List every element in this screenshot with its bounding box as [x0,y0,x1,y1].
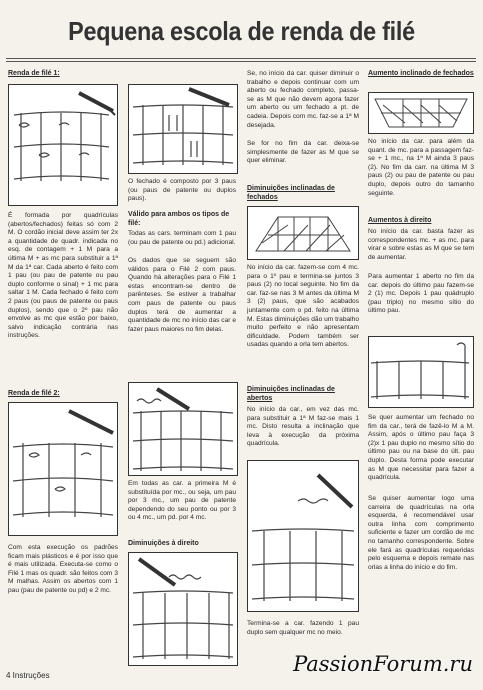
figure-dim-direito [128,552,238,666]
text-valido: Todas as cars. terminam com 1 pau (ou pau de patente ou pd.) adicional. [128,230,236,246]
heading-dim-abertos: Diminuições inclinadas de abertos [247,386,335,402]
figure-aumento-fechados [368,92,474,134]
text-aumentar-fechado: Se quer aumentar um fechado no fim da car., terá de fazê-lo M a M. Assim, após o último pau faça 3 (2)x 1 pau duplo no mesmo sítio do último pau ou na base do últ. pau duplo. Desta forma pode executar as M que necessitar para fazer a quadrícula. [368,414,474,482]
text-dim-fechados: No início da car. fazem-se com 4 mc. para o 1º pau e termina-se juntos 3 paus (2) no local seguinte. No fim da car. faz-se nas 3 M antes da última M 3 (2) paus, que são acabados juntamente com o pd. feito na última M. Estas diminuições dão um trabalho muito perfeito e não apresentam dificuldade. Podem também ser usadas quando a orla tem abertos. [247,264,359,349]
heading-aumentos-direito: Aumentos à direito [368,217,432,224]
page-title: Pequena escola de renda de filé [68,16,415,46]
text-dim-abertos: No início da car., em vez das mc. para substituir a 1ª M faz-se mais 1 mc. Disto resulta a inclinação que leva à execução da próxima quadrícula. [247,406,359,448]
text-mc: Em todas as car. a primeira M é substituída por mc., ou seja, um pau por 3 mc., um pau de patente dependendo do seu ponto ou por 3 ou 4 mc., um pd. por 4 mc. [128,480,236,522]
figure-dim-fechados [247,206,359,260]
heading-dim-fechados: Diminuições inclinadas de fechados [247,185,335,201]
figure-fechado [128,84,238,174]
text-file-1: É formada por quadrículas (abertos/fechados) feitas só com 2 M. O cordão inicial deve assim ter 2x a quantidade de quadr. indicada no esq. de contagem + 1 M para a última M + as mc para substituir a 1ª M da 1ª car. Cada aberto é feito com 1 pau (ou pau de patente ou pau duplo conforme o sinal) + 1 mc para saltar 1 M. Cada fechado é feito com 2 paus (ou paus de patente ou paus duplos), sendo que o 2º pau não envolve as mc que estão por baixo, salvo indicação contrária nas instruções. [8,212,118,340]
text-fechado: O fechado é composto por 3 paus (ou paus de patente ou duplos paus). [128,178,236,203]
title-rule-top [6,58,476,59]
text-file-2: Com esta execução os padrões ficam mais plásticos e é por isso que é mais utilizada. Executa-se como o Filé 1 mas os quadr. são feitos com 3 M malhas. Assim os abertos com 1 pau (pau de patente ou pd) e 2 mc. [8,544,118,594]
text-dim-fim: Se for no fim da car. deixa-se simplesmente de fazer as M que se quer eliminar. [247,140,359,165]
text-aumento-fechados: No início da car. para além da quant. de mc. para a passagem faz-se + 1 mc., na 1ª M ainda 3 paus (2). No fim da carr. na última M 3 paus (2) ou pau de patente ou pau duplo, depois outro do tamanho seguinte. [368,138,474,197]
text-aumentos-direito: No início da car. basta fazer as correspondentes mc. + as mc. para virar e sobre estas as M que se tem de aumentar. [368,228,474,261]
figure-file-1 [8,84,118,206]
figure-dim-abertos [247,460,359,612]
heading-aumento-fechados: Aumento inclinado de fechados [368,70,474,77]
figure-mc [128,382,238,476]
text-dim-fim-abertos: Termina-se a car. fazendo 1 pau duplo sem qualquer mc no meio. [247,620,359,636]
text-aumentar-aberto: Para aumentar 1 aberto no fim da car. depois do último pau fazem-se 2 (1) mc. Depois 1 pau quádruplo (pau triplo) no mesmo sítio do último pau. [368,273,474,315]
footer-page-number: 4 Instruções [6,671,50,680]
heading-file-2: Renda de filé 2: [8,390,60,397]
figure-aumentar-aberto [368,336,474,408]
heading-file-1: Renda de filé 1: [8,70,60,77]
figure-file-2 [8,402,118,536]
title-rule-bottom [6,61,476,62]
heading-valido: Válido para ambos os tipos de filé: [128,211,230,227]
text-aumentar-carreira: Se quiser aumentar logo uma carreira de quadrículas na orla esquerda, é recomendável usar outra linha com comprimento suficiente e fazer um cordão de mc no tamanho correspondente. Sobre ele fará as quadrículas requeridas pelo esquema e depois remate nas orlas a linha do início e do fim. [368,495,474,571]
text-dim-inicio: Se, no início da car. quiser diminuir o trabalho e depois continuar com um aberto ou fechado completo, passa-se as M que não devem agora fazer um aberto ou um fechado a pt. de cadeia. Depois com mc. faz-se a 1ª M desejada. [247,70,359,129]
watermark: PassionForum.ru [293,652,473,676]
text-dados: Os dados que se seguem são válidos para o Filé 2 com paus. Quando há alterações para o Filé 1 estas encontram-se dentro de parênteses. Se estiver a trabalhar com paus de patente ou paus duplos terá de aumentar a quantidade de mc no início das car e fazer paus maiores no fim delas. [128,257,236,333]
heading-dim-direito: Diminuições à direito [128,540,199,547]
